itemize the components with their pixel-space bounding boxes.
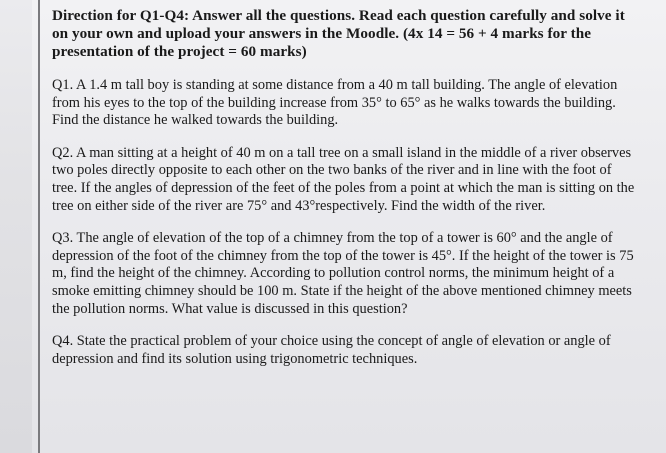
document-body [52,7,640,383]
question-number: Q2. [52,144,74,161]
question-number: Q4. [52,333,74,350]
page-border-line [38,0,40,453]
question-1 [52,77,640,130]
question-number: Q1. [52,77,74,93]
question-text: State the practical problem of your choice using the concept of angle of elevation or angle of depression and find its solution using trigonometric techniques. [52,333,611,367]
question-3 [52,230,640,318]
question-2 [52,145,640,215]
question-number: Q3. [52,230,74,247]
directions-paragraph: Direction for Q1-Q4: Answer all the questions. Read each question carefully and solve it on your own and upload your answers in the Moodle. (4x 14 = 56 + 4 marks for the presentation of the project = 60 marks) [52,7,625,60]
question-text: A 1.4 m tall boy is standing at some distance from a 40 m tall building. The angle of elevation from his eyes to the top of the building increase from 35° to 65° as he walks towards the building. Find the distance he walked towards the building. [52,77,618,129]
question-text: A man sitting at a height of 40 m on a tall tree on a small island in the middle of a river observes two poles directly opposite to each other on the two banks of the river and in line with the foot of tree. If the angles of depression of the feet of the poles from a point at which the man is sitting on the tree on either side of the river are 75° and 43°respectively. Find the width of the river. [52,144,635,214]
question-4 [52,333,640,368]
question-text: The angle of elevation of the top of a chimney from the top of a tower is 60° and the angle of depression of the foot of the chimney from the top of the tower is 45°. If the height of the tower is 75 m, find the height of the chimney. According to pollution control norms, the minimum height of a smoke emitting chimney should be 100 m. State if the height of the above mentioned chimney meets the pollution norms. What value is discussed in this question? [52,230,634,317]
